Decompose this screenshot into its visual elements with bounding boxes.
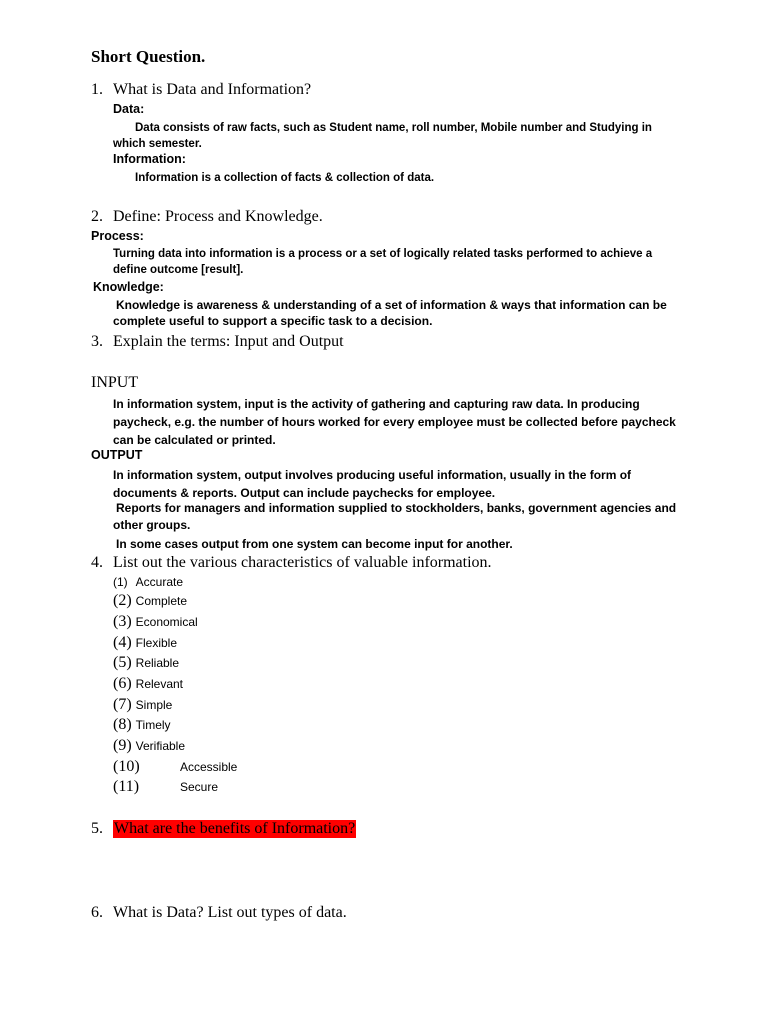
q3-output-label: OUTPUT [91,448,143,462]
page-title: Short Question. [91,47,206,66]
list-item-label: Simple [135,698,173,712]
list-item-number: (11) [113,778,140,795]
list-item-label: Accessible [180,760,238,774]
list-item-label: Relevant [135,677,184,691]
list-item [113,778,219,796]
list-item-label: Flexible [135,636,178,650]
q1-number: 1. [91,81,103,98]
list-item-number: (4) [113,634,132,651]
list-item [113,696,172,714]
list-item-number: (5) [113,654,132,671]
list-item-label: Economical [135,615,198,629]
list-item-label: Verifiable [135,739,186,753]
q2-knowledge-body: Knowledge is awareness & understanding of a set of information & ways that information can be complete useful to support a specific task to a decision. [113,298,667,328]
q5-number: 5. [91,820,103,837]
list-item-number: (2) [113,592,132,609]
list-item-label: Accurate [135,575,184,589]
q1-info-body: Information is a collection of facts & collection of data. [135,172,435,184]
list-item [113,634,177,652]
q2-process-body: Turning data into information is a process or a set of logically related tasks performed to achieve a define outcome [result]. [113,248,653,276]
q2-process-label: Process: [91,229,144,243]
list-item [113,716,171,734]
list-item-label: Complete [135,594,188,608]
q5-question-highlighted: What are the benefits of Information? [114,820,356,837]
q1-data-body: Data consists of raw facts, such as Student name, roll number, Mobile number and Studying in which semester. [113,122,652,150]
list-item-number: (6) [113,675,132,692]
q6-number: 6. [91,904,103,921]
q6-question: What is Data? List out types of data. [113,904,347,921]
list-item [113,573,183,591]
list-item [113,654,179,672]
list-item-number: (7) [113,696,132,713]
q4-question: List out the various characteristics of valuable information. [113,554,492,571]
q3-input-label: INPUT [91,374,139,391]
list-item [113,592,187,610]
list-item-number: (10) [113,758,140,775]
list-item-number: (1) [113,575,128,589]
list-item [113,737,185,755]
list-item-label: Reliable [135,656,180,670]
q1-question: What is Data and Information? [113,81,312,98]
q4-number: 4. [91,554,103,571]
list-item [113,675,183,693]
list-item-number: (8) [113,716,132,733]
q3-output-body-3: In some cases output from one system can become input for another. [116,537,513,551]
q2-number: 2. [91,208,103,225]
list-item-number: (9) [113,737,132,754]
q1-info-label: Information: [113,152,186,166]
q3-number: 3. [91,333,103,350]
q2-knowledge-label: Knowledge: [93,280,164,294]
list-item [113,613,198,631]
q3-input-body: In information system, input is the activity of gathering and capturing raw data. In producing paycheck, e.g. the number of hours worked for every employee must be collected before paycheck can be calculated or printed. [113,397,676,447]
q3-question: Explain the terms: Input and Output [113,333,344,350]
list-item-label: Secure [180,780,219,794]
list-item-label: Timely [135,718,171,732]
list-item-number: (3) [113,613,132,630]
q3-output-body-1: In information system, output involves producing useful information, usually in the form of documents & reports. Output can include paychecks for employee. [113,468,632,500]
q1-data-label: Data: [113,102,145,116]
q2-question: Define: Process and Knowledge. [113,208,323,225]
list-item [113,758,238,776]
q3-output-body-2: Reports for managers and information supplied to stockholders, banks, government agencies and other groups. [113,501,677,532]
